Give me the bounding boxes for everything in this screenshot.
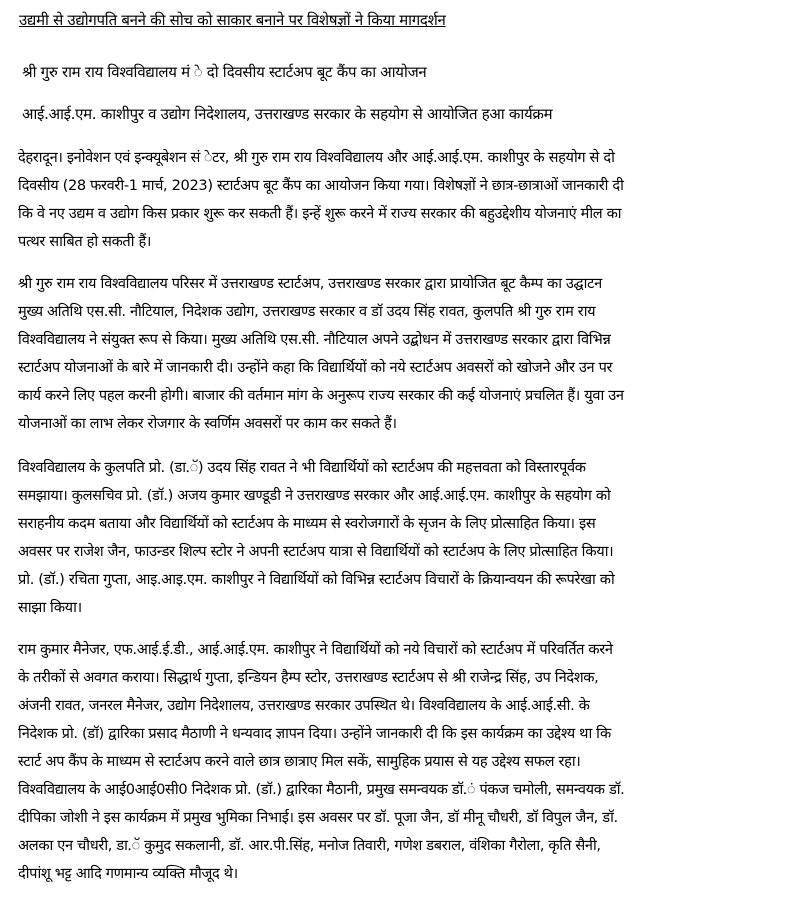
- paragraph-line: प्रो. (डॉ.) रचिता गुप्ता, आइ.आइ.एम. काशीपुर ने विद्यार्थियों को विभिन्न स्टार्टअप विचारों के क्रियान्वयन की रूपरेखा को: [18, 571, 615, 588]
- paragraph-line: साझा किया।: [18, 599, 82, 616]
- paragraph-line: देहरादून। इनोवेशन एवं इन्क्यूबेशन सं ेटर, श्री गुरु राम राय विश्वविद्यालय और आई.आई.एम. काशीपुर के सहयोग से दो: [18, 149, 615, 166]
- subheading-organizers: आई.आई.एम. काशीपुर व उद्योग निदेशालय, उत्तराखण्ड सरकार के सहयोग से आयोजित हआ कार्यक्रम: [22, 105, 553, 123]
- subheading-bootcamp: श्री गुरु राम राय विश्वविद्यालय मं े दो दिवसीय स्टार्टअप बूट कैंप का आयोजन: [22, 63, 427, 81]
- paragraph-participants: [18, 636, 788, 888]
- article-title: उद्यमी से उद्योगपति बनने की सोच को साकार बनाने पर विशेषज्ञों ने किया मागदर्शन: [19, 11, 446, 29]
- paragraph-line: दीपिका जोशी ने इस कार्यक्रम में प्रमुख भुमिका निभाई। इस अवसर पर डॉ. पूजा जैन, डॉ मीनू चौधरी, डॉ विपुल जैन, डॉ.: [18, 809, 618, 826]
- paragraph-line: अवसर पर राजेश जैन, फाउन्डर शिल्प स्टोर ने अपनी स्टार्टअप यात्रा से विद्यार्थियों को स्टार्टअप के लिए प्रोत्साहित किया।: [18, 543, 614, 560]
- paragraph-line: मुख्य अतिथि एस.सी. नौटियाल, निदेशक उद्योग, उत्तराखण्ड सरकार व डॉ उदय सिंह रावत, कुलपति श्री गुरु राम राय: [18, 303, 596, 320]
- paragraph-line: विश्वविद्यालय ने संयुक्त रूप से किया। मुख्य अतिथि एस.सी. नौटियाल अपने उद्बोधन में उत्तराखण्ड सरकार द्वारा विभिन्न: [18, 331, 611, 348]
- paragraph-line: के तरीकों से अवगत कराया। सिद्धार्थ गुप्ता, इन्डियन हैम्प स्टोर, उत्तराखण्ड स्टार्टअप से श्री राजेन्द्र सिंह, उप निदेशक,: [18, 669, 599, 686]
- paragraph-line: दीपांशू भट्ट आदि गणमान्य व्यक्ति मौजूद थे।: [18, 865, 238, 882]
- paragraph-line: समझाया। कुलसचिव प्रो. (डॉ.) अजय कुमार खण्डूडी ने उत्तराखण्ड सरकार और आई.आई.एम. काशीपुर के सहयोग को: [18, 487, 611, 504]
- paragraph-line: कार्य करने लिए पहल करनी होगी। बाजार की वर्तमान मांग के अनुरूप राज्य सरकार की कई योजनाएं प्रचलित हैं। युवा उन: [18, 387, 624, 404]
- paragraph-line: विश्वविद्यालय के आई0आई0सी0 निदेशक प्रो. (डॉ.) द्वारिका मैठानी, प्रमुख समन्वयक डॉ.ं पंकज चमोली, समन्वयक डॉ.: [18, 781, 625, 798]
- paragraph-line: राम कुमार मैनेजर, एफ.आई.ई.डी., आई.आई.एम. काशीपुर ने विद्यार्थियों को नये विचारों को स्टार्टअप में परिवर्तित करने: [18, 641, 613, 658]
- paragraph-line: सराहनीय कदम बताया और विद्यार्थियों को स्टार्टअप के माध्यम से स्वरोजगारों के सृजन के लिए प्रोत्साहित किया। इस: [18, 515, 596, 532]
- paragraph-line: दिवसीय (28 फरवरी-1 मार्च, 2023) स्टार्टअप बूट कैंप का आयोजन किया गया। विशेषज्ञों ने छात्र-छात्राओं जानकारी दी: [18, 177, 624, 194]
- paragraph-line: निदेशक प्रो. (डॉ) द्वारिका प्रसाद मैठाणी ने धन्यवाद ज्ञापन दिया। उन्होंने जानकारी दी कि इस कार्यक्रम का उद्देश्य था कि: [18, 725, 611, 742]
- paragraph-vice-chancellor: [18, 454, 788, 622]
- paragraph-line: स्टार्ट अप कैंप के माध्यम से स्टार्टअप करने वाले छात्र छात्राए मिल सकें, सामुहिक प्रयास से यह उद्देश्य सफल रहा।: [18, 753, 581, 770]
- paragraph-line: अलका एन चौधरी, डा.ॅ कुमुद सकलानी, डॉ. आर.पी.सिंह, मनोज तिवारी, गणेश डबराल, वंशिका गैरोला, कृति सैनी,: [18, 837, 601, 854]
- paragraph-line: विश्वविद्यालय के कुलपति प्रो. (डा.ॅ) उदय सिंह रावत ने भी विद्यार्थियों को स्टार्टअप की महत्तवता को विस्तारपूर्वक: [18, 459, 586, 476]
- paragraph-inauguration: [18, 270, 788, 438]
- paragraph-line: श्री गुरु राम राय विश्वविद्यालय परिसर में उत्तराखण्ड स्टार्टअप, उत्तराखण्ड सरकार द्वारा प्रायोजित बूट कैम्प का उद्घाटन: [18, 275, 602, 292]
- paragraph-intro: [18, 144, 788, 256]
- paragraph-line: अंजनी रावत, जनरल मैनेजर, उद्योग निदेशालय, उत्तराखण्ड सरकार उपस्थित थे। विश्वविद्यालय के आई.आई.सी. के: [18, 697, 590, 714]
- paragraph-line: कि वे नए उद्यम व उद्योग किस प्रकार शुरू कर सकती हैं। इन्हें शुरू करने में राज्य सरकार की बहुउद्देशीय योजनाएं मील का: [18, 205, 622, 222]
- paragraph-line: योजनाओं का लाभ लेकर रोजगार के स्वर्णिम अवसरों पर काम कर सकते हैं।: [18, 415, 397, 432]
- paragraph-line: स्टार्टअप योजनाओं के बारे में जानकारी दी। उन्होंने कहा कि विद्यार्थियों को नये स्टार्टअप अवसरों को खोजने और उन पर: [18, 359, 613, 376]
- paragraph-line: पत्थर साबित हो सकती हैं।: [18, 233, 152, 250]
